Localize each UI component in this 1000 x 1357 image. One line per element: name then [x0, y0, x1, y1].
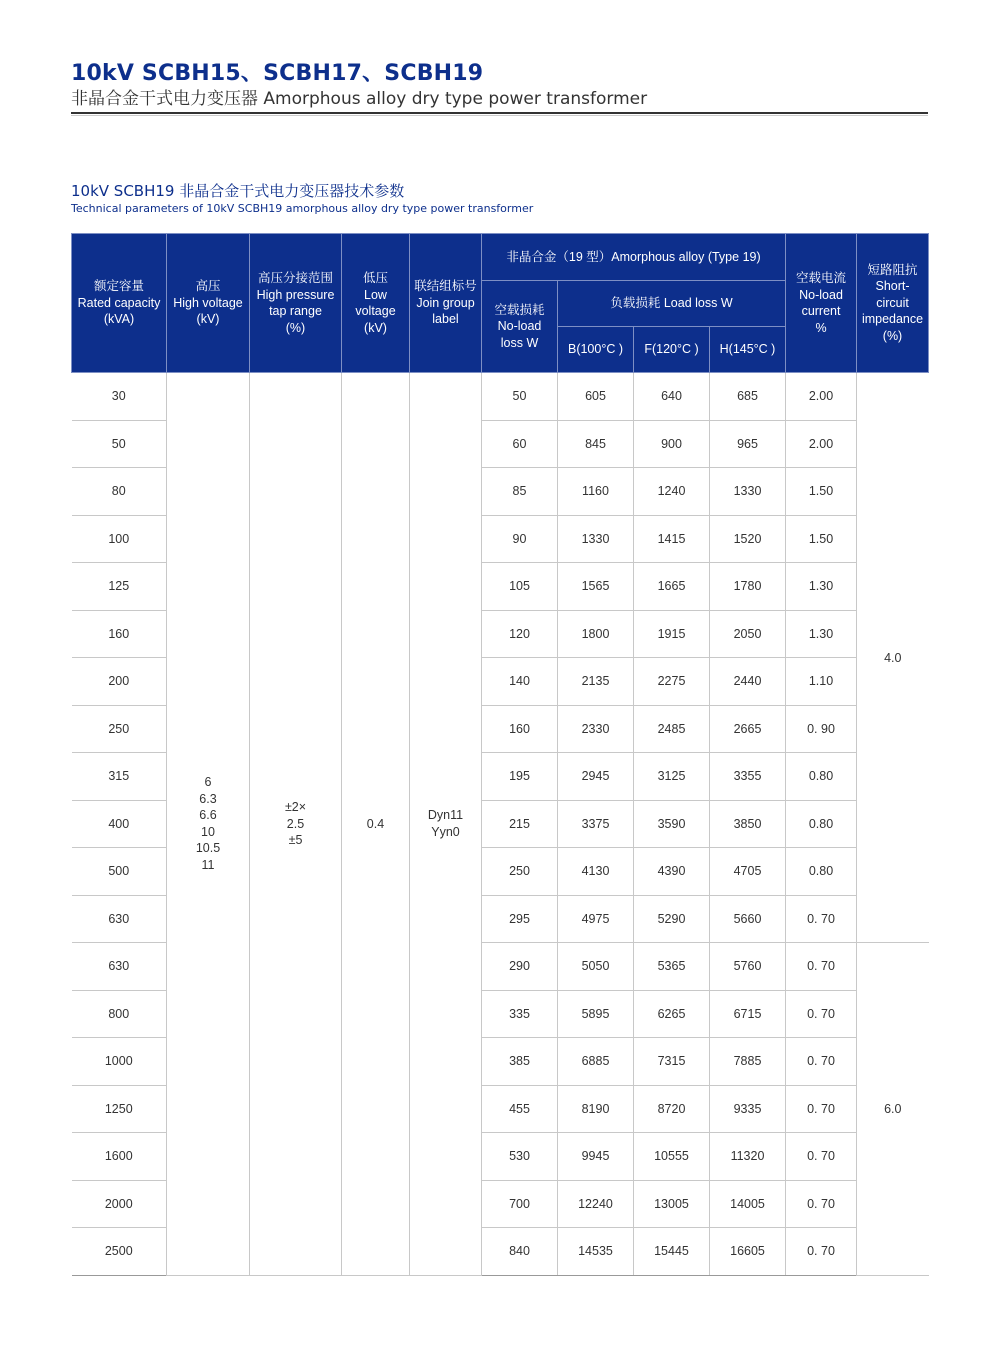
- cell-load-loss-b: 9945: [558, 1133, 634, 1181]
- cell-load-loss-b: 2330: [558, 705, 634, 753]
- header-en: tap range: [269, 304, 322, 318]
- cell-rated-capacity: 30: [72, 373, 167, 421]
- cell-high-voltage-line: 10.5: [195, 841, 221, 856]
- cell-load-loss-f: 2275: [634, 658, 710, 706]
- header-no-load-current: [786, 234, 857, 373]
- cell-load-loss-h: 9335: [710, 1085, 786, 1133]
- header-impedance: [857, 234, 929, 373]
- section-title: 10kV SCBH19 非晶合金干式电力变压器技术参数: [71, 182, 405, 200]
- cell-load-loss-f: 5365: [634, 943, 710, 991]
- cell-no-load-loss: 295: [482, 895, 558, 943]
- cell-high-voltage-line: 6.6: [199, 808, 217, 823]
- cell-load-loss-f: 4390: [634, 848, 710, 896]
- cell-no-load-loss: 335: [482, 990, 558, 1038]
- cell-load-loss-f: 2485: [634, 705, 710, 753]
- header-en: impedance: [861, 312, 924, 327]
- cell-load-loss-h: 2440: [710, 658, 786, 706]
- cell-no-load-loss: 195: [482, 753, 558, 801]
- cell-load-loss-b: 1330: [558, 515, 634, 563]
- header-amorphous-alloy-group: 非晶合金（19 型）Amorphous alloy (Type 19): [482, 234, 786, 281]
- cell-no-load-loss: 840: [482, 1228, 558, 1276]
- cell-no-load-current: 0.80: [786, 800, 857, 848]
- cell-rated-capacity: 125: [72, 563, 167, 611]
- table-header: [72, 234, 929, 373]
- cell-no-load-current: 0.80: [786, 753, 857, 801]
- header-join-group: [410, 234, 482, 373]
- cell-load-loss-h: 4705: [710, 848, 786, 896]
- header-unit: (%): [882, 328, 903, 343]
- cell-no-load-current: 0. 90: [786, 705, 857, 753]
- cell-rated-capacity: 2000: [72, 1180, 167, 1228]
- header-en: circuit: [876, 295, 909, 310]
- header-en: High pressure: [256, 287, 335, 302]
- cell-low-voltage: 0.4: [342, 373, 410, 1276]
- header-divider-light: [71, 115, 928, 116]
- header-load-loss-b: B(100°C ): [558, 327, 634, 373]
- cell-rated-capacity: 500: [72, 848, 167, 896]
- cell-no-load-loss: 455: [482, 1085, 558, 1133]
- cell-no-load-loss: 105: [482, 563, 558, 611]
- header-en: current: [801, 304, 841, 318]
- cell-rated-capacity: 250: [72, 705, 167, 753]
- header-en: Short-: [875, 279, 910, 294]
- cell-no-load-loss: 60: [482, 420, 558, 468]
- cell-load-loss-b: 3375: [558, 800, 634, 848]
- cell-no-load-current: 0. 70: [786, 1038, 857, 1086]
- cell-rated-capacity: 315: [72, 753, 167, 801]
- cell-rated-capacity: 800: [72, 990, 167, 1038]
- header-en: Low: [364, 287, 387, 302]
- cell-load-loss-h: 2665: [710, 705, 786, 753]
- cell-high-voltage-line: 6: [204, 775, 212, 790]
- cell-no-load-current: 0. 70: [786, 1180, 857, 1228]
- cell-no-load-loss: 85: [482, 468, 558, 516]
- cell-load-loss-h: 6715: [710, 990, 786, 1038]
- cell-load-loss-b: 5895: [558, 990, 634, 1038]
- cell-no-load-current: 2.00: [786, 420, 857, 468]
- cell-load-loss-f: 13005: [634, 1180, 710, 1228]
- cell-no-load-loss: 50: [482, 373, 558, 421]
- cell-no-load-current: 0. 70: [786, 895, 857, 943]
- cell-load-loss-b: 605: [558, 373, 634, 421]
- cell-no-load-loss: 215: [482, 800, 558, 848]
- header-unit: (kV): [196, 312, 220, 327]
- header-zh: 低压: [362, 271, 388, 285]
- header-en: loss W: [500, 335, 539, 350]
- header-en: Rated capacity: [77, 295, 161, 310]
- cell-no-load-current: 0. 70: [786, 1228, 857, 1276]
- cell-no-load-current: 2.00: [786, 373, 857, 421]
- cell-high-voltage-line: 11: [201, 857, 215, 872]
- header-low-voltage: [342, 234, 410, 373]
- header-en: label: [432, 312, 459, 327]
- header-tap-range: [250, 234, 342, 373]
- cell-load-loss-f: 10555: [634, 1133, 710, 1181]
- cell-no-load-loss: 530: [482, 1133, 558, 1181]
- cell-load-loss-b: 14535: [558, 1228, 634, 1276]
- cell-load-loss-f: 1665: [634, 563, 710, 611]
- cell-no-load-loss: 290: [482, 943, 558, 991]
- cell-no-load-current: 0. 70: [786, 1085, 857, 1133]
- header-divider: [71, 112, 928, 114]
- header-zh: 额定容量: [93, 279, 144, 294]
- cell-tap-range: [250, 373, 342, 1276]
- cell-no-load-current: 1.30: [786, 610, 857, 658]
- cell-load-loss-h: 11320: [710, 1133, 786, 1181]
- cell-rated-capacity: 1250: [72, 1085, 167, 1133]
- header-zh: 高压: [195, 279, 221, 294]
- cell-tap-range-line: 2.5: [286, 816, 305, 831]
- cell-rated-capacity: 400: [72, 800, 167, 848]
- cell-high-voltage: [167, 373, 250, 1276]
- cell-join-group-line: Yyn0: [431, 824, 460, 839]
- cell-no-load-loss: 120: [482, 610, 558, 658]
- cell-load-loss-h: 16605: [710, 1228, 786, 1276]
- cell-rated-capacity: 100: [72, 515, 167, 563]
- cell-load-loss-h: 3850: [710, 800, 786, 848]
- cell-load-loss-h: 1520: [710, 515, 786, 563]
- cell-load-loss-f: 3125: [634, 753, 710, 801]
- header-no-load-loss: [482, 281, 558, 373]
- cell-high-voltage-line: 6.3: [199, 791, 217, 806]
- cell-load-loss-b: 2135: [558, 658, 634, 706]
- cell-load-loss-b: 1800: [558, 610, 634, 658]
- cell-no-load-current: 0. 70: [786, 1133, 857, 1181]
- cell-no-load-loss: 160: [482, 705, 558, 753]
- cell-rated-capacity: 630: [72, 943, 167, 991]
- header-zh: 高压分接范围: [257, 271, 333, 285]
- cell-load-loss-f: 1415: [634, 515, 710, 563]
- spec-table: [71, 233, 929, 1276]
- cell-join-group-line: Dyn11: [427, 808, 464, 823]
- cell-no-load-current: 0.80: [786, 848, 857, 896]
- header-load-loss-f: F(120°C ): [634, 327, 710, 373]
- cell-no-load-loss: 385: [482, 1038, 558, 1086]
- cell-load-loss-h: 685: [710, 373, 786, 421]
- cell-load-loss-b: 12240: [558, 1180, 634, 1228]
- cell-load-loss-h: 1330: [710, 468, 786, 516]
- header-en: Join group: [416, 295, 475, 310]
- header-zh: 短路阻抗: [867, 262, 918, 277]
- cell-no-load-current: 1.10: [786, 658, 857, 706]
- cell-load-loss-b: 1160: [558, 468, 634, 516]
- cell-no-load-current: 0. 70: [786, 943, 857, 991]
- cell-load-loss-f: 7315: [634, 1038, 710, 1086]
- cell-load-loss-h: 14005: [710, 1180, 786, 1228]
- cell-load-loss-b: 5050: [558, 943, 634, 991]
- cell-rated-capacity: 2500: [72, 1228, 167, 1276]
- header-zh: 空载损耗: [494, 302, 545, 317]
- cell-load-loss-h: 3355: [710, 753, 786, 801]
- cell-load-loss-h: 5760: [710, 943, 786, 991]
- cell-load-loss-b: 6885: [558, 1038, 634, 1086]
- cell-no-load-loss: 250: [482, 848, 558, 896]
- cell-load-loss-b: 4975: [558, 895, 634, 943]
- cell-no-load-loss: 140: [482, 658, 558, 706]
- header-zh: 联结组标号: [414, 279, 477, 294]
- cell-load-loss-b: 845: [558, 420, 634, 468]
- cell-no-load-current: 1.30: [786, 563, 857, 611]
- table-body: [72, 373, 929, 1276]
- header-unit: (kVA): [103, 312, 135, 327]
- cell-load-loss-b: 8190: [558, 1085, 634, 1133]
- cell-load-loss-b: 1565: [558, 563, 634, 611]
- cell-load-loss-f: 1915: [634, 610, 710, 658]
- table-row: [72, 373, 929, 421]
- cell-load-loss-b: 2945: [558, 753, 634, 801]
- cell-load-loss-h: 1780: [710, 563, 786, 611]
- cell-high-voltage-line: 10: [201, 824, 215, 839]
- cell-rated-capacity: 200: [72, 658, 167, 706]
- cell-join-group: [410, 373, 482, 1276]
- cell-rated-capacity: 1000: [72, 1038, 167, 1086]
- cell-load-loss-f: 5290: [634, 895, 710, 943]
- cell-load-loss-h: 2050: [710, 610, 786, 658]
- cell-no-load-current: 0. 70: [786, 990, 857, 1038]
- cell-load-loss-h: 5660: [710, 895, 786, 943]
- cell-load-loss-h: 7885: [710, 1038, 786, 1086]
- header-load-loss-group: 负载损耗 Load loss W: [558, 281, 786, 327]
- cell-rated-capacity: 1600: [72, 1133, 167, 1181]
- cell-load-loss-f: 8720: [634, 1085, 710, 1133]
- section-subtitle: Technical parameters of 10kV SCBH19 amorphous alloy dry type power transformer: [71, 202, 534, 215]
- cell-rated-capacity: 160: [72, 610, 167, 658]
- cell-load-loss-f: 3590: [634, 800, 710, 848]
- cell-no-load-current: 1.50: [786, 468, 857, 516]
- cell-rated-capacity: 50: [72, 420, 167, 468]
- header-en: No-load: [497, 319, 542, 334]
- header-load-loss-h: H(145°C ): [710, 327, 786, 373]
- header-en: No-load: [799, 287, 843, 302]
- cell-rated-capacity: 630: [72, 895, 167, 943]
- cell-load-loss-b: 4130: [558, 848, 634, 896]
- cell-rated-capacity: 80: [72, 468, 167, 516]
- header-unit: (%): [285, 320, 306, 335]
- header-unit: %: [815, 320, 827, 335]
- cell-tap-range-line: ±5: [288, 833, 303, 847]
- cell-load-loss-f: 1240: [634, 468, 710, 516]
- page-subtitle: 非晶合金干式电力变压器 Amorphous alloy dry type power transformer: [71, 89, 648, 109]
- header-en: High voltage: [173, 295, 243, 310]
- header-unit: (kV): [364, 320, 387, 335]
- cell-no-load-loss: 90: [482, 515, 558, 563]
- cell-load-loss-f: 640: [634, 373, 710, 421]
- header-high-voltage: [167, 234, 250, 373]
- cell-load-loss-h: 965: [710, 420, 786, 468]
- page-title: 10kV SCBH15、SCBH17、SCBH19: [71, 61, 484, 86]
- header-rated-capacity: [72, 234, 167, 373]
- cell-load-loss-f: 900: [634, 420, 710, 468]
- cell-impedance: 4.0: [857, 373, 929, 943]
- cell-no-load-loss: 700: [482, 1180, 558, 1228]
- cell-load-loss-f: 6265: [634, 990, 710, 1038]
- cell-tap-range-line: ±2×: [284, 800, 307, 814]
- cell-impedance: 6.0: [857, 943, 929, 1276]
- header-en: voltage: [355, 304, 396, 318]
- header-zh: 空载电流: [796, 271, 847, 285]
- cell-load-loss-f: 15445: [634, 1228, 710, 1276]
- cell-no-load-current: 1.50: [786, 515, 857, 563]
